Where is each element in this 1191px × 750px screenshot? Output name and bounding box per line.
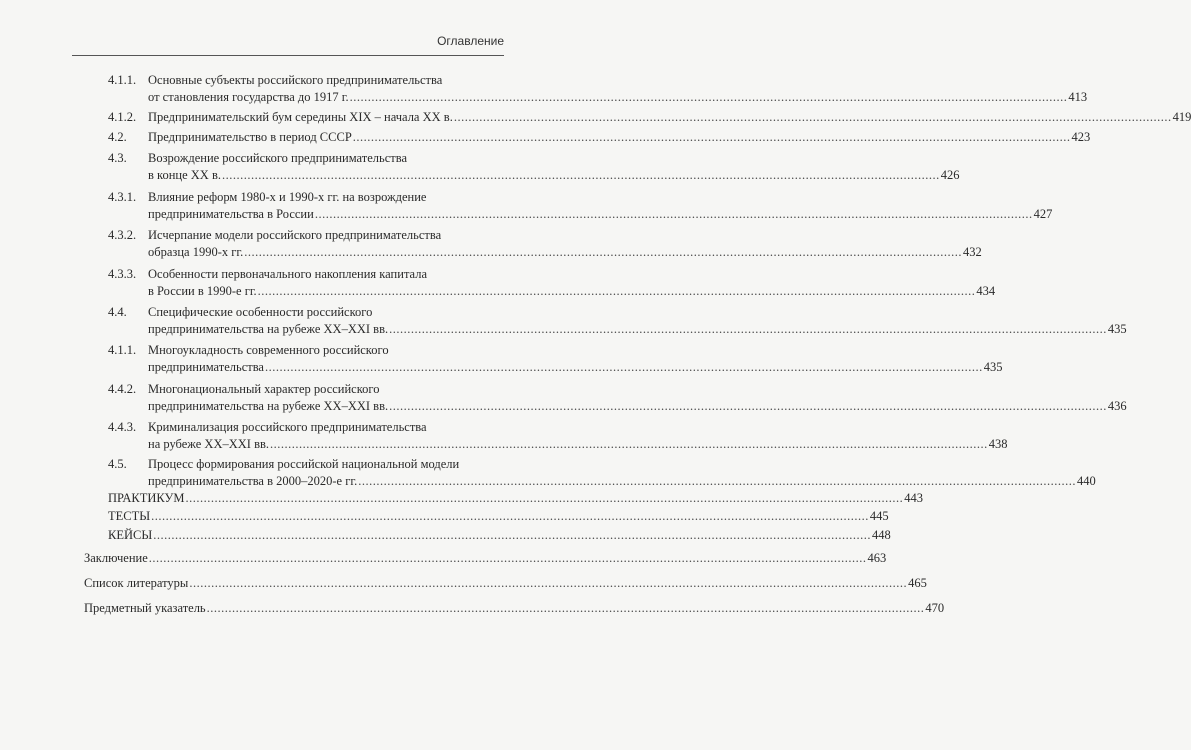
toc-entry-page: 445 xyxy=(869,509,889,523)
toc-entry-title: Влияние реформ 1980-х и 1990-х гг. на возрождение xyxy=(148,190,427,204)
toc-entry-page: 423 xyxy=(1071,130,1091,144)
toc-entry-page: 465 xyxy=(908,576,927,590)
header-rule xyxy=(72,55,504,56)
toc-entry-title: Предметный указатель xyxy=(84,601,206,615)
toc-entry-title: Процесс формирования российской национальной модели xyxy=(148,457,460,471)
toc-entry-page: 448 xyxy=(872,528,891,542)
toc-entry-page: 426 xyxy=(940,168,960,182)
toc-entry-page: 432 xyxy=(962,245,982,259)
toc-entry-number: 4.1.1. xyxy=(108,73,137,87)
toc-entry-number: 4.5. xyxy=(108,457,127,471)
toc-entry-title: Особенности первоначального накопления капитала xyxy=(148,267,427,281)
dot-leader: ...................................................................................................................................................................................................... xyxy=(453,110,1172,124)
toc-entry-page: 470 xyxy=(925,601,945,615)
dot-leader: ...................................................................................................................................................................................................... xyxy=(221,168,940,182)
toc-entry-title: Список литературы xyxy=(84,576,189,590)
toc-entry-number: 4.3.1. xyxy=(108,190,137,204)
toc-entry-title: КЕЙСЫ xyxy=(108,528,153,542)
toc-entry-title: Основные субъекты российского предпринимательства xyxy=(148,73,443,87)
dot-leader: ...................................................................................................................................................................................................... xyxy=(389,399,1107,413)
toc-entry[interactable] xyxy=(108,490,923,507)
toc-entry[interactable] xyxy=(108,527,891,544)
toc-entry-page: 435 xyxy=(1107,322,1127,336)
toc-entry-title-cont: предпринимательства на рубеже XX–XXI вв. xyxy=(148,322,389,336)
toc-entry-number: 4.4.2. xyxy=(108,382,137,396)
toc-entry-page: 463 xyxy=(867,551,887,565)
toc-entry-number: 4.3.2. xyxy=(108,228,137,242)
dot-leader: ...................................................................................................................................................................................................... xyxy=(314,207,1033,221)
dot-leader: ...................................................................................................................................................................................................... xyxy=(270,437,988,451)
toc-entry-page: 440 xyxy=(1076,474,1096,488)
dot-leader: ...................................................................................................................................................................................................... xyxy=(153,528,871,542)
toc-entry-title-cont: на рубеже XX–XXI вв. xyxy=(148,437,269,451)
dot-leader: ...................................................................................................................................................................................................... xyxy=(349,90,1068,104)
toc-entry-page: 443 xyxy=(904,491,923,505)
toc-entry-title: Возрождение российского предпринимательства xyxy=(148,151,408,165)
toc-entry-title: Исчерпание модели российского предпринимательства xyxy=(148,228,442,242)
toc-entry-title: ТЕСТЫ xyxy=(108,509,151,523)
toc-entry-title: Специфические особенности российского xyxy=(148,305,373,319)
toc-entry-page: 427 xyxy=(1033,207,1053,221)
toc-entry-title-cont: в конце XX в. xyxy=(148,168,221,182)
toc-entry-page: 438 xyxy=(988,437,1008,451)
dot-leader: ...................................................................................................................................................................................................... xyxy=(389,322,1107,336)
toc-entry-number: 4.4.3. xyxy=(108,420,137,434)
toc-entry-number: 4.4. xyxy=(108,305,127,319)
toc-entry-title: Криминализация российского предпринимательства xyxy=(148,420,427,434)
toc-entry-page: 419 xyxy=(1172,110,1191,124)
dot-leader: ...................................................................................................................................................................................................... xyxy=(189,576,908,590)
page-header xyxy=(0,0,600,64)
toc-entry-title: Предпринимательский бум середины XIX – начала XX в. xyxy=(148,110,453,124)
toc-entry[interactable] xyxy=(108,508,889,525)
dot-leader: ...................................................................................................................................................................................................... xyxy=(185,491,904,505)
toc-entry-page: 436 xyxy=(1107,399,1127,413)
toc-entry-title: Многоукладность современного российского xyxy=(148,343,389,357)
dot-leader: ...................................................................................................................................................................................................... xyxy=(151,509,869,523)
toc-entry-title-cont: в России в 1990-е гг. xyxy=(148,284,257,298)
dot-leader: ...................................................................................................................................................................................................... xyxy=(265,360,983,374)
toc-entry-number: 4.1.1. xyxy=(108,343,137,357)
toc-entry-title: Заключение xyxy=(84,551,148,565)
toc-entry-number: 4.1.2. xyxy=(108,110,137,124)
dot-leader: ...................................................................................................................................................................................................... xyxy=(206,601,925,615)
toc-entry-title: Многонациональный характер российского xyxy=(148,382,380,396)
toc-entry[interactable] xyxy=(84,575,927,592)
toc-entry-title: Предпринимательство в период СССР xyxy=(148,130,352,144)
toc-entry-number: 4.2. xyxy=(108,130,127,144)
dot-leader: ...................................................................................................................................................................................................... xyxy=(358,474,1076,488)
toc-entry-title-cont: предпринимательства в России xyxy=(148,207,314,221)
toc-entry-page: 435 xyxy=(983,360,1003,374)
toc-entry-page: 413 xyxy=(1068,90,1088,104)
dot-leader: ...................................................................................................................................................................................................... xyxy=(352,130,1071,144)
toc-entry[interactable] xyxy=(84,550,887,567)
dot-leader: ...................................................................................................................................................................................................... xyxy=(148,551,867,565)
toc-entry-title-cont: предпринимательства на рубеже XX–XXI вв. xyxy=(148,399,389,413)
toc-entry-page: 434 xyxy=(976,284,996,298)
toc-entry-title-cont: образца 1990-х гг. xyxy=(148,245,244,259)
dot-leader: ...................................................................................................................................................................................................... xyxy=(244,245,962,259)
dot-leader: ...................................................................................................................................................................................................... xyxy=(257,284,976,298)
toc-entry[interactable] xyxy=(84,600,945,617)
toc-entry-number: 4.3.3. xyxy=(108,267,137,281)
toc-entry-title-cont: предпринимательства в 2000–2020-е гг. xyxy=(148,474,358,488)
running-header-title: Оглавление xyxy=(437,34,504,48)
toc-entry-title-cont: предпринимательства xyxy=(148,360,264,374)
toc-entry-number: 4.3. xyxy=(108,151,127,165)
toc-entry-title-cont: от становления государства до 1917 г. xyxy=(148,90,349,104)
toc-entry-title: ПРАКТИКУМ xyxy=(108,491,185,505)
